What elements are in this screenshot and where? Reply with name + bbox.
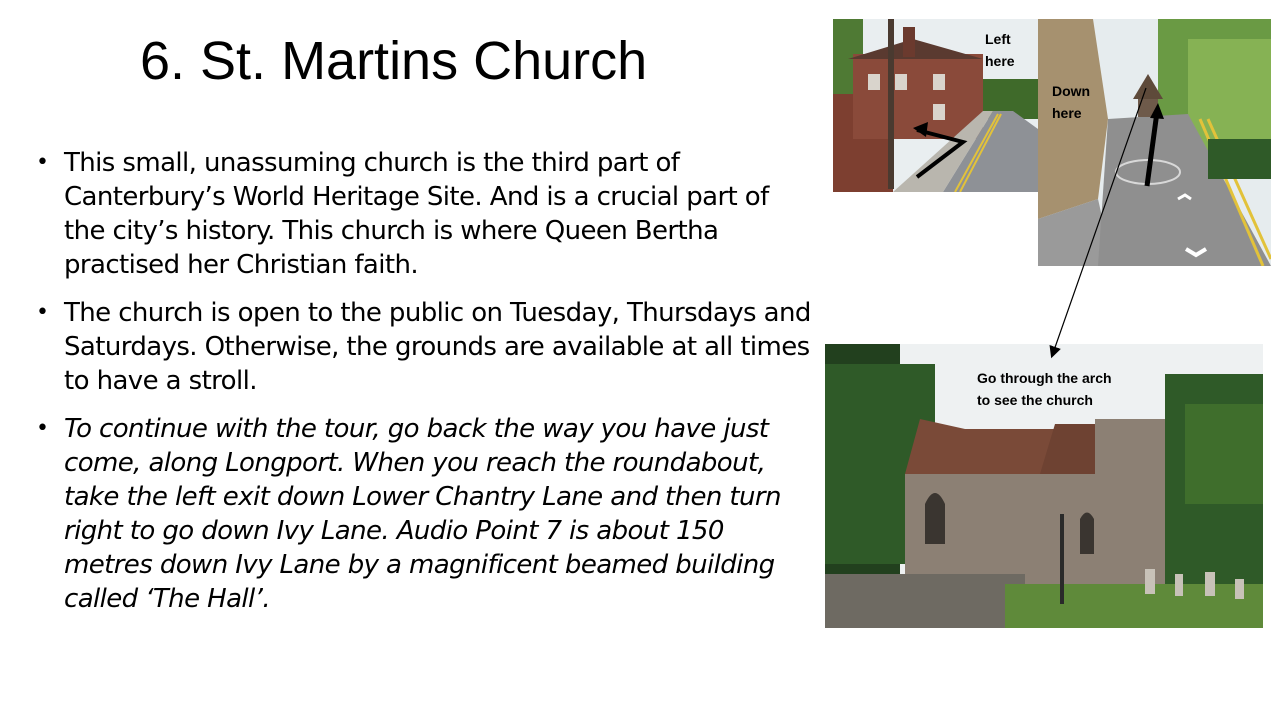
arch-line-2: to see the church: [977, 392, 1093, 408]
arch-line-1: Go through the arch: [977, 370, 1112, 386]
bullet-text: The church is open to the public on Tuesday, Thursdays and Saturdays. Otherwise, the grounds are available at all times to have a stroll.: [64, 298, 811, 396]
bullet-point-icon: •: [36, 416, 49, 441]
left-here-line-2: here: [985, 53, 1015, 69]
left-turn-arrow-icon: [917, 130, 963, 177]
left-here-line-1: Left: [985, 31, 1011, 47]
left-turn-arrowhead-icon: [913, 122, 928, 137]
arch-pointer-arrow-icon: [1052, 88, 1146, 356]
down-here-line-1: Down: [1052, 83, 1091, 99]
down-here-line-2: here: [1052, 105, 1082, 121]
bullet-text: This small, unassuming church is the third part of Canterbury’s World Heritage Site. And is a crucial part of the city’s history. This church is where Queen Bertha practised her Christian faith.: [64, 148, 769, 280]
bullet-point-icon: •: [36, 150, 49, 175]
straight-ahead-arrowhead-icon: [1150, 103, 1164, 119]
slide-title: 6. St. Martins Church: [140, 31, 648, 91]
bullet-point-icon: •: [36, 300, 49, 325]
bullet-text: To continue with the tour, go back the way you have just come, along Longport. When you reach the roundabout, take the left exit down Lower Chantry Lane and then turn right to go down Ivy Lane. Audio Point 7 is about 150 metres down Ivy Lane by a magnificent beamed building called ‘The Hall’.: [64, 414, 781, 614]
straight-ahead-arrow-icon: [1147, 112, 1157, 186]
